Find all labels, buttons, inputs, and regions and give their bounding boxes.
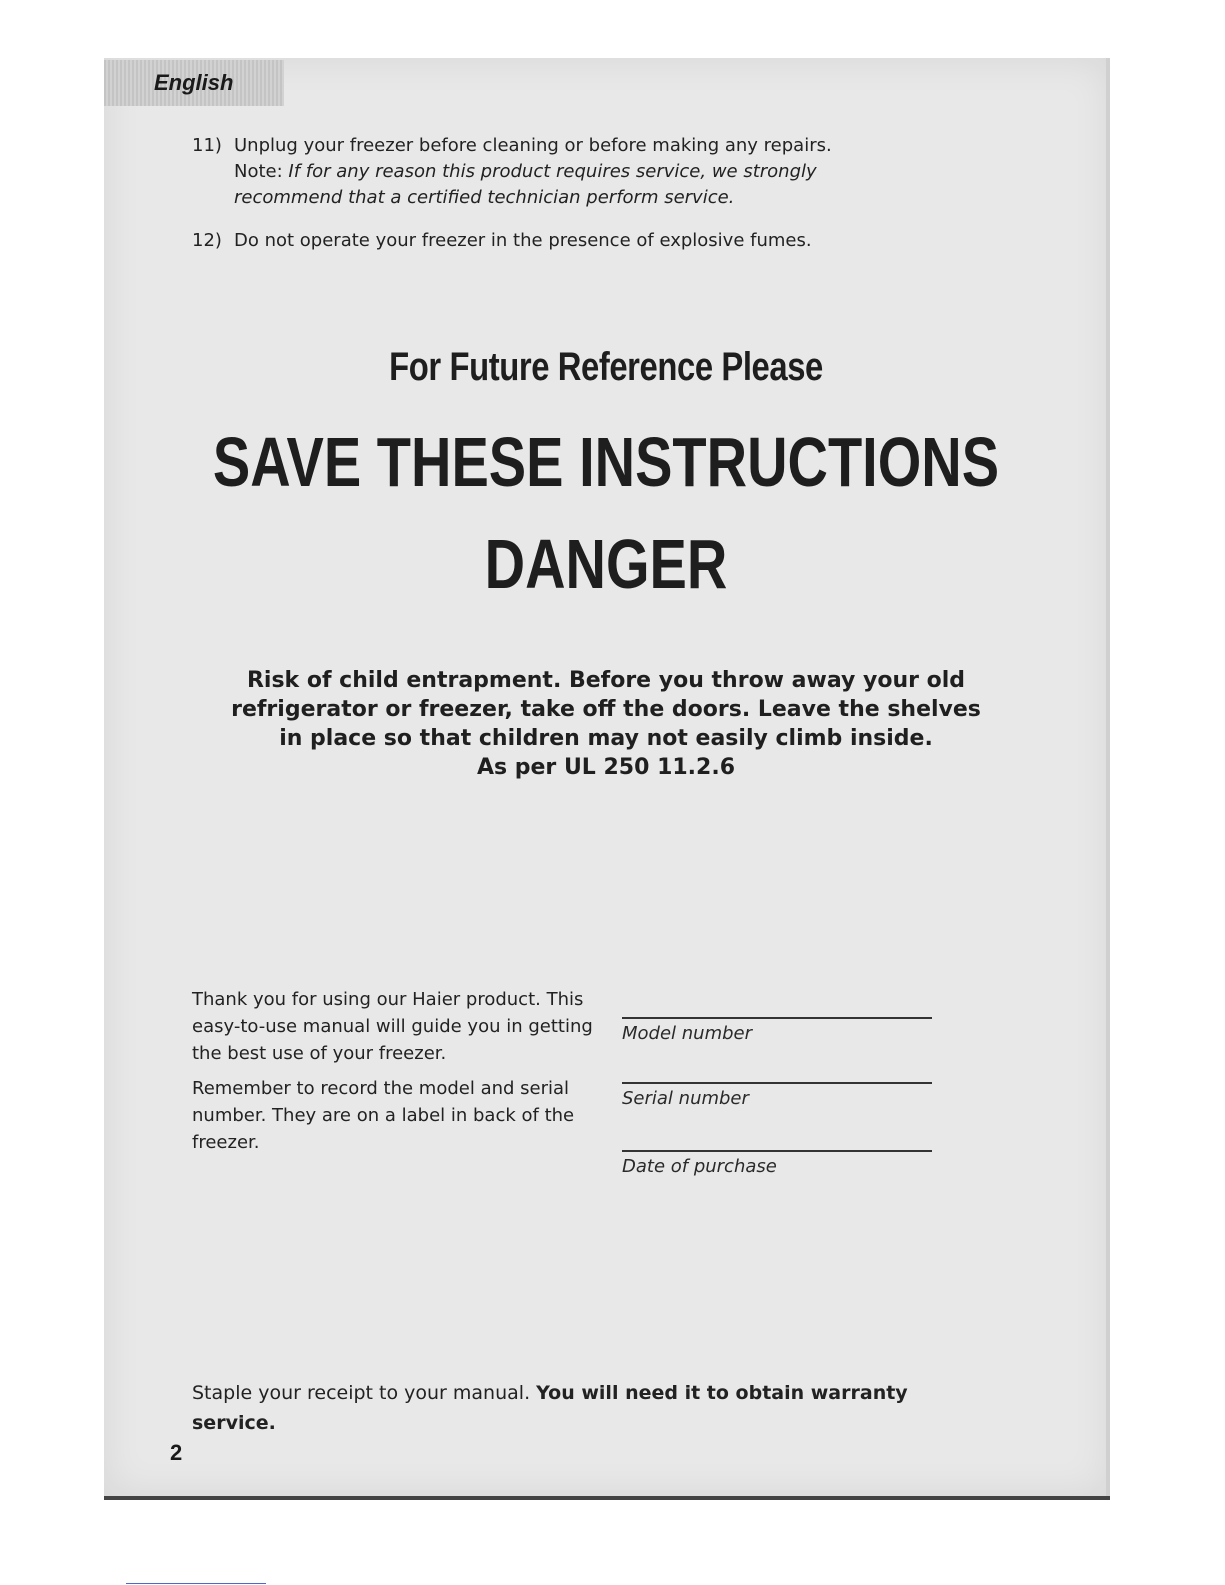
item-12-text: Do not operate your freezer in the presence of explosive fumes. [234, 230, 812, 251]
warning-line-1: Risk of child entrapment. Before you throw away your old [246, 668, 966, 693]
item-11-number: 11) [192, 135, 222, 156]
date-of-purchase-line [622, 1150, 932, 1152]
item-11-note-line-2: recommend that a certified technician perform service. [234, 187, 735, 208]
danger-heading: DANGER [484, 525, 728, 603]
note-text-1: If for any reason this product requires service, we strongly [288, 161, 817, 182]
language-tab-label: English [154, 70, 234, 95]
record-reminder-paragraph: Remember to record the model and serial number. They are on a label in back of the freezer. [192, 1078, 575, 1153]
serial-number-label: Serial number [622, 1088, 749, 1109]
future-reference-heading: For Future Reference Please [389, 345, 823, 389]
warning-line-2: refrigerator or freezer, take off the doors. Leave the shelves [231, 697, 981, 722]
page-bottom-edge [104, 1496, 1110, 1500]
item-12-number: 12) [192, 230, 222, 251]
thank-you-paragraph: Thank you for using our Haier product. This easy-to-use manual will guide you in getting the best use of your freezer. [192, 989, 593, 1064]
serial-number-field [622, 1082, 932, 1109]
model-number-label: Model number [622, 1023, 753, 1044]
date-of-purchase-field [622, 1150, 932, 1177]
model-number-line [622, 1017, 932, 1019]
serial-number-line [622, 1082, 932, 1084]
item-11-text: Unplug your freezer before cleaning or before making any repairs. [234, 135, 832, 156]
date-of-purchase-label: Date of purchase [622, 1156, 777, 1177]
note-label: Note: [234, 161, 283, 182]
warning-line-4: As per UL 250 11.2.6 [476, 755, 736, 780]
save-instructions-heading: SAVE THESE INSTRUCTIONS [212, 423, 1000, 501]
warning-line-3: in place so that children may not easily climb inside. [279, 726, 933, 751]
thank-you-text [192, 986, 602, 1164]
child-entrapment-warning [0, 666, 1212, 782]
model-number-field [622, 1017, 932, 1044]
footer-rule [126, 1583, 266, 1584]
list-item-12 [192, 227, 812, 255]
language-tab [104, 60, 284, 106]
staple-note-text: Staple your receipt to your manual. [192, 1382, 537, 1404]
item-11-note-line-1 [234, 158, 817, 186]
list-item-11 [192, 132, 832, 160]
page-number: 2 [170, 1440, 183, 1465]
staple-receipt-note [192, 1378, 952, 1438]
staple-note-emphasis: You will need it to obtain warranty service. [192, 1382, 908, 1434]
